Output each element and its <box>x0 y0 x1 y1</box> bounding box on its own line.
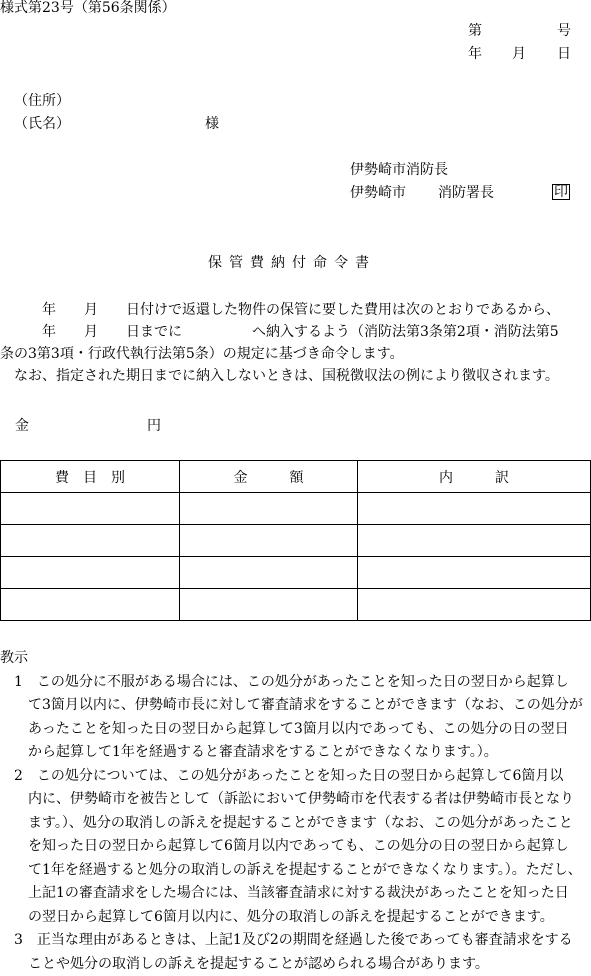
table-cell[interactable] <box>358 493 591 525</box>
amount-label: 金 <box>15 419 29 433</box>
instruction-line: て3箇月以内に、伊勢崎市長に対して審査請求をすることができます（なお、この処分が <box>0 694 591 718</box>
table-cell[interactable] <box>1 589 180 621</box>
instruction-line: て1年を経過すると処分の取消しの訴えを提起することができなくなります。）。ただし、 <box>0 859 591 883</box>
table-row <box>1 589 591 621</box>
table-row <box>1 557 591 589</box>
column-header: 内 訳 <box>358 461 591 493</box>
date-year: 年 <box>468 47 482 61</box>
fire-chief: 伊勢崎市消防長 <box>350 163 448 177</box>
table-cell[interactable] <box>180 557 358 589</box>
number-label-prefix: 第 <box>468 24 482 38</box>
address-label: （住所） <box>14 94 70 108</box>
table-cell[interactable] <box>358 589 591 621</box>
table-cell[interactable] <box>1 525 180 557</box>
instruction-line: あったことを知った日の翌日から起算して3箇月以内であっても、この処分の日の翌日 <box>0 718 591 742</box>
body-text <box>0 299 591 387</box>
table-cell[interactable] <box>1 557 180 589</box>
table-cell[interactable] <box>180 525 358 557</box>
seal-mark: 印 <box>552 184 570 200</box>
body-line: 年 月 日までに へ納入するよう（消防法第3条第2項・消防法第5 <box>0 321 591 343</box>
table-cell[interactable] <box>1 493 180 525</box>
column-header: 金 額 <box>180 461 358 493</box>
column-header: 費 目 別 <box>1 461 180 493</box>
station-city: 伊勢崎市 <box>350 186 406 200</box>
instructions-heading: 教示 <box>0 647 591 671</box>
table-row <box>1 493 591 525</box>
instruction-line: から起算して1年を経過すると審査請求をすることができなくなります。）。 <box>0 741 591 765</box>
table-header-row <box>1 461 591 493</box>
document-title: 保管費納付命令書 <box>208 256 376 270</box>
instruction-line: 内に、伊勢崎市を被告として（訴訟において伊勢崎市を代表する者は伊勢崎市長となり <box>0 788 591 812</box>
body-line: なお、指定された期日までに納入しないときは、国税徴収法の例により徴収されます。 <box>0 365 591 387</box>
name-label: （氏名） <box>14 117 70 131</box>
amount-unit: 円 <box>147 419 161 433</box>
instructions <box>0 647 591 976</box>
instruction-line: を知った日の翌日から起算して6箇月以内であっても、この処分の日の翌日から起算し <box>0 835 591 859</box>
date-day: 日 <box>557 47 571 61</box>
instruction-line: ます。）、処分の取消しの訴えを提起することができます（なお、この処分があったこと <box>0 812 591 836</box>
table-cell[interactable] <box>180 493 358 525</box>
station-chief: 消防署長 <box>438 186 494 200</box>
instruction-line: 1 この処分に不服がある場合には、この処分があったことを知った日の翌日から起算し <box>0 671 591 695</box>
instruction-line: 上記1の審査請求をした場合には、当該審査請求に対する裁決があったことを知った日 <box>0 882 591 906</box>
instruction-line: 2 この処分については、この処分があったことを知った日の翌日から起算して6箇月以 <box>0 765 591 789</box>
form-number: 様式第23号（第56条関係） <box>0 1 176 15</box>
table-cell[interactable] <box>180 589 358 621</box>
number-label-suffix: 号 <box>557 24 571 38</box>
honorific: 様 <box>205 117 219 131</box>
body-line: 条の3第3項・行政代執行法第5条）の規定に基づき命令します。 <box>0 343 591 365</box>
table-row <box>1 525 591 557</box>
date-month: 月 <box>512 47 526 61</box>
fee-table <box>0 460 591 621</box>
table-cell[interactable] <box>358 525 591 557</box>
table-cell[interactable] <box>358 557 591 589</box>
instruction-line: ことや処分の取消しの訴えを提起することが認められる場合があります。 <box>0 953 591 976</box>
instruction-line: 3 正当な理由があるときは、上記1及び2の期間を経過した後であっても審査請求をする <box>0 929 591 953</box>
body-line: 年 月 日付けで返還した物件の保管に要した費用は次のとおりであるから、 <box>0 299 591 321</box>
instruction-line: の翌日から起算して6箇月以内に、処分の取消しの訴えを提起することができます。 <box>0 906 591 930</box>
